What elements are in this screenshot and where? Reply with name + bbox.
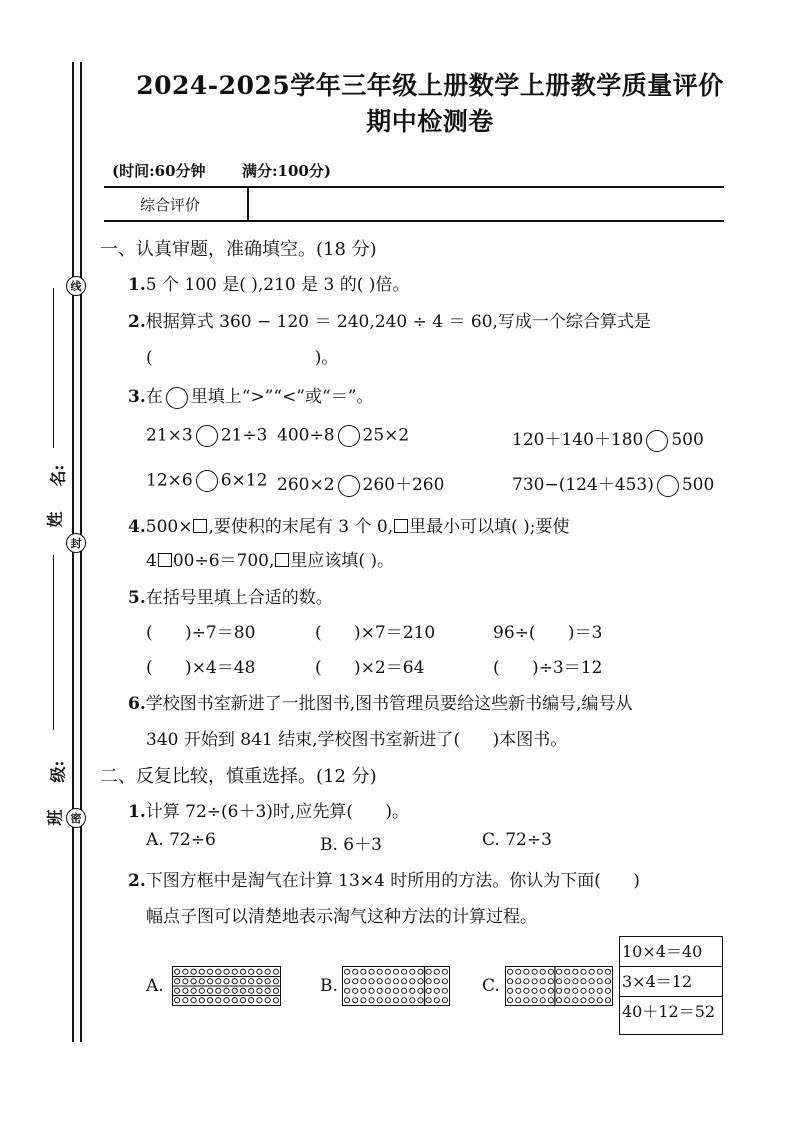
- dot: [344, 979, 349, 984]
- dot: [516, 988, 521, 993]
- dot: [240, 969, 245, 974]
- dot: [418, 988, 423, 993]
- dot: [532, 979, 537, 984]
- dot: [191, 998, 196, 1003]
- fill-row-1-item-1: ( )÷7＝80: [146, 623, 256, 643]
- dot: [344, 988, 349, 993]
- dot: [232, 988, 237, 993]
- dot: [257, 998, 262, 1003]
- header-rule-bottom: [104, 220, 724, 222]
- dot: [565, 998, 570, 1003]
- dot: [224, 998, 229, 1003]
- compare-row-2-item-1: 12×6 6×12: [146, 470, 268, 491]
- compare-row-2-item-2: 260×2 260＋260: [277, 475, 445, 495]
- question-2-2: 2.下图方框中是淘气在计算 13×4 时所用的方法。你认为下面( ): [128, 871, 640, 891]
- dot: [344, 998, 349, 1003]
- dot: [597, 998, 602, 1003]
- dot: [240, 998, 245, 1003]
- dot: [573, 979, 578, 984]
- dot: [183, 969, 188, 974]
- dot: [249, 988, 254, 993]
- dot-grid-svg: [506, 967, 612, 1005]
- dot: [589, 988, 594, 993]
- dot: [548, 988, 553, 993]
- dot: [418, 998, 423, 1003]
- dot: [361, 979, 366, 984]
- dot: [232, 969, 237, 974]
- dot: [565, 988, 570, 993]
- dot: [402, 988, 407, 993]
- dot: [199, 979, 204, 984]
- dot: [273, 998, 278, 1003]
- dot: [207, 998, 212, 1003]
- fill-row-1-item-2: ( )×7＝210: [315, 623, 436, 643]
- dot: [385, 998, 390, 1003]
- dot: [434, 998, 439, 1003]
- dot-grid-b[interactable]: [342, 966, 450, 1006]
- dot: [434, 979, 439, 984]
- compare-circle-input[interactable]: [196, 425, 218, 447]
- dot: [556, 998, 561, 1003]
- dot: [377, 998, 382, 1003]
- dot: [434, 988, 439, 993]
- dot: [353, 979, 358, 984]
- dot: [353, 988, 358, 993]
- dot: [442, 969, 447, 974]
- dot: [191, 969, 196, 974]
- dot: [581, 979, 586, 984]
- compare-row-1-item-1: 21×3 21÷3: [146, 425, 268, 446]
- blank-square-icon[interactable]: [158, 553, 172, 567]
- question-2-2-line2: 幅点子图可以清楚地表示淘气这种方法的计算过程。: [146, 907, 537, 927]
- dot: [573, 988, 578, 993]
- compare-circle-input[interactable]: [196, 470, 218, 492]
- dot-grid-svg: [343, 967, 449, 1005]
- method-step-2: 3×4＝12: [620, 966, 722, 996]
- dot: [410, 988, 415, 993]
- dot: [524, 998, 529, 1003]
- dot: [257, 979, 262, 984]
- dot: [548, 969, 553, 974]
- fill-row-2-item-1: ( )×4＝48: [146, 658, 256, 678]
- dot: [393, 969, 398, 974]
- name-field-line-lower: [53, 555, 54, 730]
- dot: [442, 979, 447, 984]
- dot: [224, 969, 229, 974]
- dot: [556, 969, 561, 974]
- dot: [393, 998, 398, 1003]
- dot: [442, 998, 447, 1003]
- dot: [402, 969, 407, 974]
- dot: [369, 969, 374, 974]
- dot: [361, 969, 366, 974]
- dot: [605, 998, 610, 1003]
- dot: [581, 988, 586, 993]
- dot: [565, 979, 570, 984]
- dot: [377, 969, 382, 974]
- dot: [265, 998, 270, 1003]
- dot: [589, 979, 594, 984]
- dot: [393, 988, 398, 993]
- dot: [597, 969, 602, 974]
- dot: [393, 979, 398, 984]
- compare-circle-input[interactable]: [338, 425, 360, 447]
- dot: [174, 969, 179, 974]
- dot: [224, 979, 229, 984]
- dot: [434, 969, 439, 974]
- dot: [605, 969, 610, 974]
- dot: [191, 988, 196, 993]
- blank-square-icon[interactable]: [193, 519, 207, 533]
- dot: [385, 979, 390, 984]
- dot: [418, 969, 423, 974]
- dot: [532, 988, 537, 993]
- dot: [199, 998, 204, 1003]
- class-label: 级:: [48, 760, 68, 783]
- dot: [369, 998, 374, 1003]
- question-1-4-line2: 4 00÷6＝700, 里应该填( )。: [146, 551, 395, 571]
- dot: [199, 988, 204, 993]
- dot: [516, 969, 521, 974]
- dot: [369, 979, 374, 984]
- dot: [361, 998, 366, 1003]
- dot: [353, 998, 358, 1003]
- page-subtitle: 期中检测卷: [366, 107, 494, 136]
- name-label-first: 姓: [45, 511, 65, 528]
- blank-square-icon: [275, 553, 289, 567]
- dot: [581, 969, 586, 974]
- dot: [402, 979, 407, 984]
- seal-mid-icon: 封: [66, 533, 86, 553]
- name-field-line-upper: [53, 288, 54, 448]
- page-title: 2024-2025学年三年级上册数学上册教学质量评价: [136, 71, 724, 100]
- time-limit: (时间:60分钟: [112, 162, 206, 180]
- dot: [540, 979, 545, 984]
- dot: [240, 988, 245, 993]
- dot: [540, 988, 545, 993]
- dot: [532, 998, 537, 1003]
- compare-circle-input[interactable]: [657, 475, 679, 497]
- method-box: [619, 936, 723, 1035]
- dot: [605, 979, 610, 984]
- dot: [442, 988, 447, 993]
- dot: [573, 969, 578, 974]
- blank-square-icon: [394, 519, 408, 533]
- dot-grid-svg: [173, 967, 280, 1005]
- fill-row-2-item-3: ( )÷3＝12: [493, 658, 603, 678]
- question-1-2: 2.根据算式 360 − 120 ＝ 240,240 ÷ 4 ＝ 60,写成一个综合算式是: [128, 312, 651, 332]
- dot: [385, 969, 390, 974]
- class-label-first: 班: [45, 809, 65, 826]
- compare-row-1-item-3: 120＋140＋180 500: [512, 430, 704, 450]
- dot: [516, 979, 521, 984]
- dot: [216, 988, 221, 993]
- dot: [581, 998, 586, 1003]
- dot: [573, 998, 578, 1003]
- dot-option-a-label[interactable]: A.: [146, 976, 164, 996]
- compare-row-1-item-2: 400÷8 25×2: [277, 425, 410, 446]
- dot: [377, 979, 382, 984]
- dot: [410, 969, 415, 974]
- dot: [207, 969, 212, 974]
- seal-bottom-icon: 密: [66, 808, 86, 828]
- dot: [426, 969, 431, 974]
- dot: [353, 969, 358, 974]
- compare-circle-input[interactable]: [338, 475, 360, 497]
- dot: [257, 969, 262, 974]
- eval-label: 综合评价: [140, 196, 201, 214]
- name-label: 名:: [48, 464, 68, 487]
- dot-option-c-label[interactable]: C.: [482, 976, 500, 996]
- fill-row-1-item-3: 96÷( )＝3: [493, 623, 603, 643]
- dot: [273, 988, 278, 993]
- dot: [232, 998, 237, 1003]
- fill-row-2-item-2: ( )×2＝64: [315, 658, 425, 678]
- dot: [507, 988, 512, 993]
- dot: [216, 979, 221, 984]
- dot: [249, 998, 254, 1003]
- dot: [507, 979, 512, 984]
- compare-row-2-item-3: 730−(124＋453) 500: [512, 475, 715, 495]
- dot: [532, 969, 537, 974]
- dot: [565, 969, 570, 974]
- dot-grid-a[interactable]: [172, 966, 281, 1006]
- full-score: 满分:100分): [242, 162, 331, 180]
- seal-top-icon: 线: [66, 276, 86, 296]
- question-1-6: 6.学校图书室新进了一批图书,图书管理员要给这些新书编号,编号从: [128, 694, 633, 714]
- dot: [426, 988, 431, 993]
- method-step-1: 10×4＝40: [622, 942, 703, 961]
- dot: [524, 988, 529, 993]
- question-1-4: 4.500× ,要使积的末尾有 3 个 0, 里最小可以填( );要使: [128, 517, 570, 537]
- dot: [524, 979, 529, 984]
- dot: [183, 998, 188, 1003]
- dot: [216, 998, 221, 1003]
- dot: [265, 969, 270, 974]
- dot: [589, 969, 594, 974]
- dot: [232, 979, 237, 984]
- dot: [240, 979, 245, 984]
- dot: [402, 998, 407, 1003]
- dot: [548, 979, 553, 984]
- dot: [556, 988, 561, 993]
- dot: [548, 998, 553, 1003]
- dot: [183, 988, 188, 993]
- option-a[interactable]: A. 72÷6: [146, 830, 216, 850]
- dot: [216, 969, 221, 974]
- dot: [183, 979, 188, 984]
- dot: [207, 988, 212, 993]
- section2-heading: 二、反复比较，慎重选择。(12 分): [100, 766, 377, 787]
- question-1-3: 3.在 里填上“>”“<”或“＝”。: [128, 387, 374, 407]
- method-step-3: 40＋12＝52: [620, 996, 722, 1026]
- dot: [174, 979, 179, 984]
- compare-circle-input[interactable]: [646, 430, 668, 452]
- dot: [249, 969, 254, 974]
- dot: [410, 998, 415, 1003]
- header-rule-top: [104, 186, 724, 188]
- dot: [377, 988, 382, 993]
- dot: [224, 988, 229, 993]
- dot: [507, 969, 512, 974]
- section1-heading: 一、认真审题，准确填空。(18 分): [100, 239, 377, 260]
- dot-option-b-label[interactable]: B.: [320, 976, 338, 996]
- question-1-5: 5.在括号里填上合适的数。: [128, 588, 333, 608]
- dot: [344, 969, 349, 974]
- dot: [174, 988, 179, 993]
- dot: [605, 988, 610, 993]
- dot: [385, 988, 390, 993]
- dot: [199, 969, 204, 974]
- dot: [174, 998, 179, 1003]
- dot: [207, 979, 212, 984]
- dot: [249, 979, 254, 984]
- dot: [516, 998, 521, 1003]
- dot: [597, 988, 602, 993]
- dot: [265, 979, 270, 984]
- question-1-1: 1.5 个 100 是( ),210 是 3 的( )倍。: [128, 275, 410, 295]
- dot: [507, 998, 512, 1003]
- dot: [418, 979, 423, 984]
- option-b[interactable]: B. 6＋3: [320, 835, 382, 855]
- dot-grid-c[interactable]: [505, 966, 613, 1006]
- blank-circle-icon: [166, 387, 188, 409]
- dot: [273, 979, 278, 984]
- option-c[interactable]: C. 72÷3: [482, 830, 552, 850]
- dot: [361, 988, 366, 993]
- dot: [540, 969, 545, 974]
- dot: [540, 998, 545, 1003]
- dot: [426, 979, 431, 984]
- dot: [369, 988, 374, 993]
- question-2-1: 1.计算 72÷(6＋3)时,应先算( )。: [128, 802, 410, 822]
- dot: [273, 969, 278, 974]
- dot: [191, 979, 196, 984]
- dot: [589, 998, 594, 1003]
- question-1-2-answer: ( )。: [146, 348, 339, 368]
- dot: [524, 969, 529, 974]
- dot: [426, 998, 431, 1003]
- eval-divider: [247, 186, 249, 221]
- dot: [597, 979, 602, 984]
- dot: [410, 979, 415, 984]
- dot: [265, 988, 270, 993]
- dot: [257, 988, 262, 993]
- question-1-6-line2: 340 开始到 841 结束,学校图书室新进了( )本图书。: [146, 730, 568, 750]
- dot: [556, 979, 561, 984]
